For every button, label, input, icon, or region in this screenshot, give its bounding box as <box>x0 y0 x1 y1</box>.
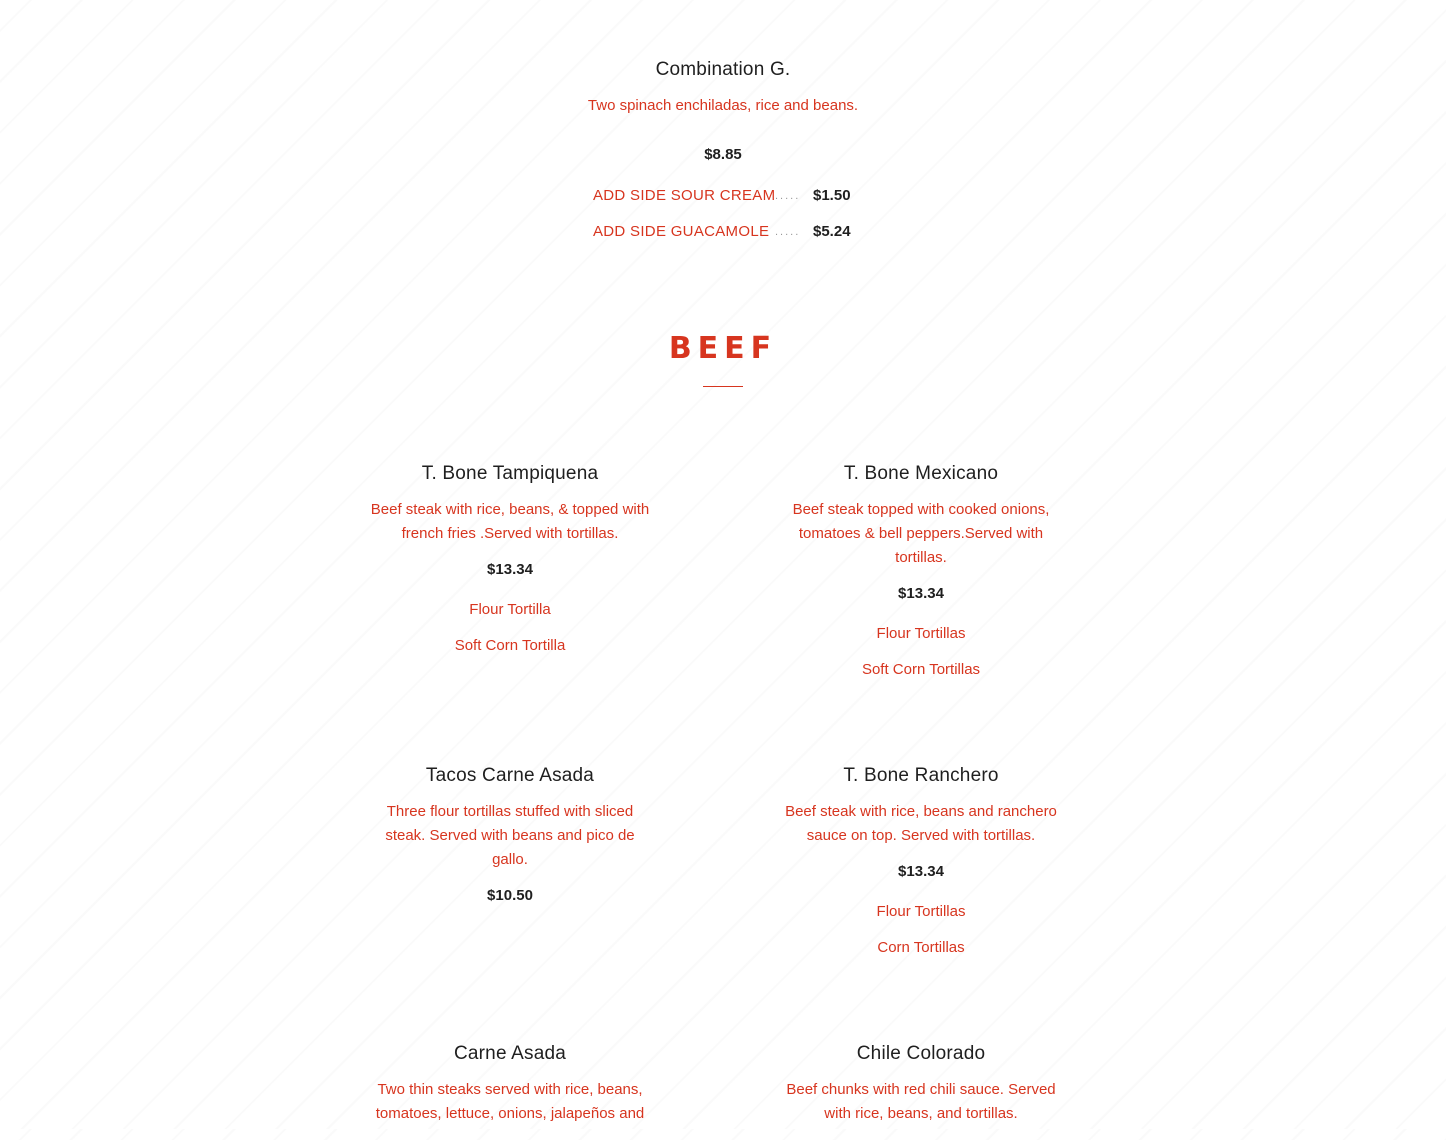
combo-g-description-wrap <box>0 94 1446 118</box>
addon-label: ADD SIDE SOUR CREAM <box>593 187 776 204</box>
item-name: T. Bone Ranchero <box>843 765 999 786</box>
option-flour-tortillas[interactable]: Flour Tortillas <box>876 625 966 642</box>
combo-g-price-wrap <box>0 145 1446 165</box>
addon-price: $1.50 <box>813 187 851 204</box>
item-price: $13.34 <box>898 585 944 602</box>
addon-leader-dots: ..... <box>775 226 801 238</box>
item-name: Chile Colorado <box>856 1043 986 1064</box>
item-price: $10.50 <box>487 887 533 904</box>
item-description: Beef steak with rice, beans, & topped with french fries .Served with tortillas. <box>370 501 650 542</box>
addon-leader-dots: ..... <box>775 190 801 202</box>
item-name: Carne Asada <box>453 1043 567 1064</box>
item-name: T. Bone Mexicano <box>843 463 999 484</box>
item-description: Two thin steaks served with rice, beans, tomatoes, lettuce, onions, jalapeños and <box>375 1081 645 1122</box>
option-flour-tortillas[interactable]: Flour Tortillas <box>876 903 966 920</box>
option-flour-tortilla[interactable]: Flour Tortilla <box>469 601 551 618</box>
item-description: Beef steak with rice, beans and ranchero sauce on top. Served with tortillas. <box>785 803 1057 844</box>
item-price: $13.34 <box>898 863 944 880</box>
menu-item-card[interactable] <box>761 462 1081 696</box>
option-soft-corn-tortilla[interactable]: Soft Corn Tortilla <box>454 637 566 654</box>
item-price: $13.34 <box>487 561 533 578</box>
item-name: Combination G. <box>655 59 791 80</box>
menu-item-card[interactable] <box>350 1042 670 1140</box>
addon-price: $5.24 <box>813 223 851 240</box>
item-description: Beef chunks with red chili sauce. Served with rice, beans, and tortillas. <box>786 1081 1056 1122</box>
item-name: T. Bone Tampiquena <box>421 463 599 484</box>
combo-g-card[interactable] <box>0 58 1446 82</box>
addon-sour-cream[interactable] <box>593 186 863 206</box>
section-title: BEEF <box>668 331 778 366</box>
addon-guacamole[interactable] <box>593 222 863 242</box>
option-corn-tortillas[interactable]: Corn Tortillas <box>877 939 965 956</box>
addon-label: ADD SIDE GUACAMOLE <box>593 223 770 240</box>
menu-item-card[interactable] <box>761 1042 1081 1140</box>
item-description: Beef steak topped with cooked onions, tomatoes & bell peppers.Served with tortillas. <box>792 501 1050 566</box>
item-description: Three flour tortillas stuffed with sliced steak. Served with beans and pico de gallo. <box>385 803 635 868</box>
item-name: Tacos Carne Asada <box>425 765 595 786</box>
menu-item-card[interactable] <box>350 764 670 926</box>
section-divider <box>703 386 743 387</box>
item-price: $8.85 <box>704 146 742 163</box>
menu-item-card[interactable] <box>761 764 1081 974</box>
menu-item-card[interactable] <box>350 462 670 672</box>
item-description: Two spinach enchiladas, rice and beans. <box>587 97 859 114</box>
option-soft-corn-tortillas[interactable]: Soft Corn Tortillas <box>861 661 981 678</box>
